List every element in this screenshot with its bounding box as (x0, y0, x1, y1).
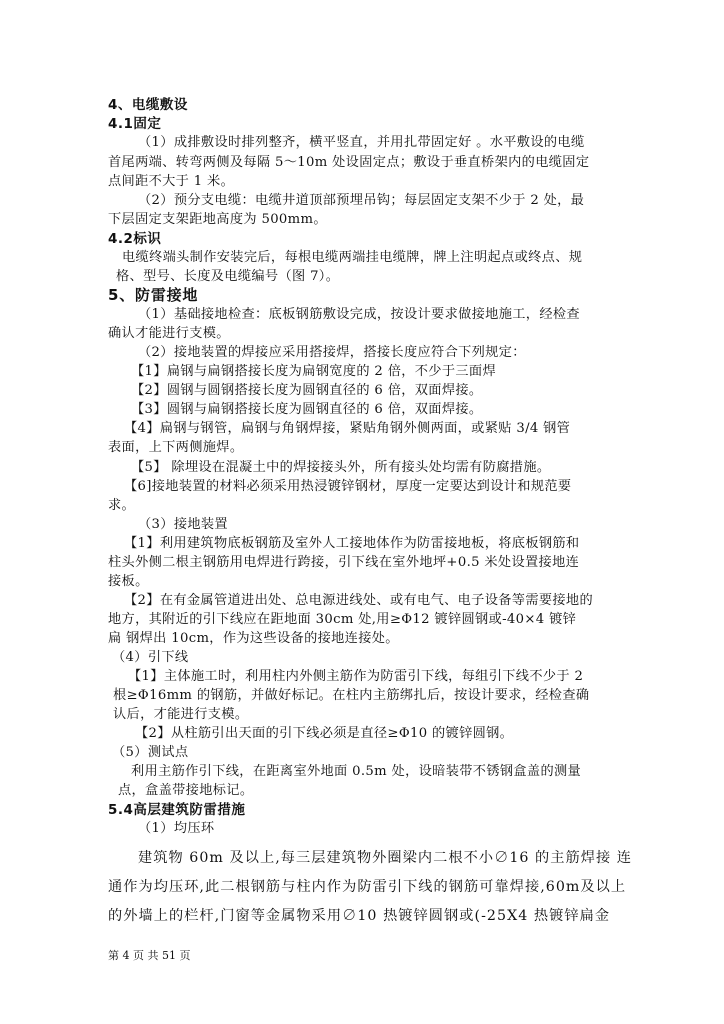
list-item: 【3】圆钢与扁钢搭接长度为圆钢直径的 6 倍，双面焊接。 (131, 402, 483, 417)
paragraph-line: 下层固定支架距地高度为 500mm。 (108, 212, 327, 227)
paragraph-line: （2）接地装置的焊接应采用搭接焊，搭接长度应符合下列规定： (138, 345, 526, 360)
list-item: 【5】 除埋设在混凝土中的焊接接头外，所有接头处均需有防腐措施。 (131, 460, 551, 475)
paragraph-line: （1）均压环 (138, 821, 215, 836)
paragraph-line: 建筑物 60m 及以上,每三层建筑物外圈梁内二根不小∅16 的主筋焊接 连 (138, 850, 633, 866)
paragraph-line: （1）基础接地检查：底板钢筋敷设完成，按设计要求做接地施工，经检查 (138, 307, 580, 322)
paragraph-line: 求。 (108, 498, 136, 513)
list-item: 【4】扁钢与钢管，扁钢与角钢焊接，紧贴角钢外侧两面，或紧贴 3/4 钢管 (124, 421, 571, 436)
paragraph-line: （3）接地装置 (138, 517, 228, 532)
page-footer: 第 4 页 共 51 页 (108, 949, 191, 962)
paragraph-line: 利用主筋作引下线，在距离室外地面 0.5m 处，设暗装带不锈钢盒盖的测量 (131, 764, 582, 779)
list-item: 【2】从柱筋引出天面的引下线必须是直径≥Φ10 的镀锌圆钢。 (135, 726, 514, 741)
section-5-heading: 5、防雷接地 (108, 286, 199, 304)
paragraph-line: 扁 钢焊出 10cm，作为这些设备的接地连接处。 (108, 631, 399, 646)
paragraph-line: 的外墙上的栏杆,门窗等金属物采用∅10 热镀锌圆钢或(-25X4 热镀锌扁金 (108, 908, 611, 924)
paragraph-line: 通作为均压环,此二根钢筋与柱内作为防雷引下线的钢筋可靠焊接,60m及以上 (108, 879, 627, 895)
paragraph-line: 点，盒盖带接地标记。 (118, 783, 254, 798)
list-item: 【1】利用建筑物底板钢筋及室外人工接地体作为防雷接地板，将底板钢筋和 (124, 536, 580, 551)
paragraph-line: 接板。 (108, 574, 149, 589)
paragraph-line: 确认才能进行支模。 (108, 326, 230, 341)
paragraph-line: 认后，才能进行支模。 (113, 707, 249, 722)
paragraph-line: 地方，其附近的引下线应在距地面 30cm 处,用≥Φ12 镀锌圆钢或-40×4 镀锌 (108, 612, 577, 627)
list-item: 【2】圆钢与圆钢搭接长度为圆钢直径的 6 倍，双面焊接。 (131, 383, 483, 398)
paragraph-line: （4）引下线 (112, 650, 189, 665)
section-4-heading: 4、电缆敷设 (108, 97, 188, 113)
list-item: 【6]接地装置的材料必须采用热浸镀锌钢材，厚度一定要达到设计和规范要 (124, 479, 572, 494)
paragraph-line: （5）测试点 (112, 745, 189, 760)
list-item: 【2】在有金属管道进出处、总电源进线处、或有电气、电子设备等需要接地的 (124, 593, 594, 608)
paragraph-line: 格、型号、长度及电缆编号（图 7）。 (116, 269, 340, 284)
list-item: 【1】扁钢与扁钢搭接长度为扁钢宽度的 2 倍，不少于三面焊 (131, 364, 496, 379)
section-5-4-heading: 5.4高层建筑防雷措施 (108, 802, 246, 818)
paragraph-line: 表面，上下两侧施焊。 (108, 440, 244, 455)
paragraph-line: （1）成排敷设时排列整齐，横平竖直，并用扎带固定好 。水平敷设的电缆 (138, 135, 585, 150)
paragraph-line: 首尾两端、转弯两侧及每隔 5～10m 处设固定点；敷设于垂直桥架内的电缆固定 (108, 155, 590, 170)
section-4-1-heading: 4.1固定 (108, 116, 162, 132)
section-4-2-heading: 4.2标识 (108, 231, 162, 247)
paragraph-line: 根≥Φ16mm 的钢筋，并做好标记。在柱内主筋绑扎后，按设计要求，经检查确 (113, 688, 590, 703)
list-item: 【1】主体施工时，利用柱内外侧主筋作为防雷引下线，每组引下线不少于 2 (128, 669, 584, 684)
paragraph-line: 电缆终端头制作安装完后，每根电缆两端挂电缆牌，牌上注明起点或终点、规 (122, 250, 583, 265)
paragraph-line: 柱头外侧二根主钢筋用电焊进行跨接，引下线在室外地坪+0.5 米处设置接地连 (108, 555, 580, 570)
paragraph-line: （2）预分支电缆：电缆井道顶部预埋吊钩；每层固定支架不少于 2 处，最 (138, 193, 585, 208)
paragraph-line: 点间距不大于 1 米。 (108, 174, 235, 189)
